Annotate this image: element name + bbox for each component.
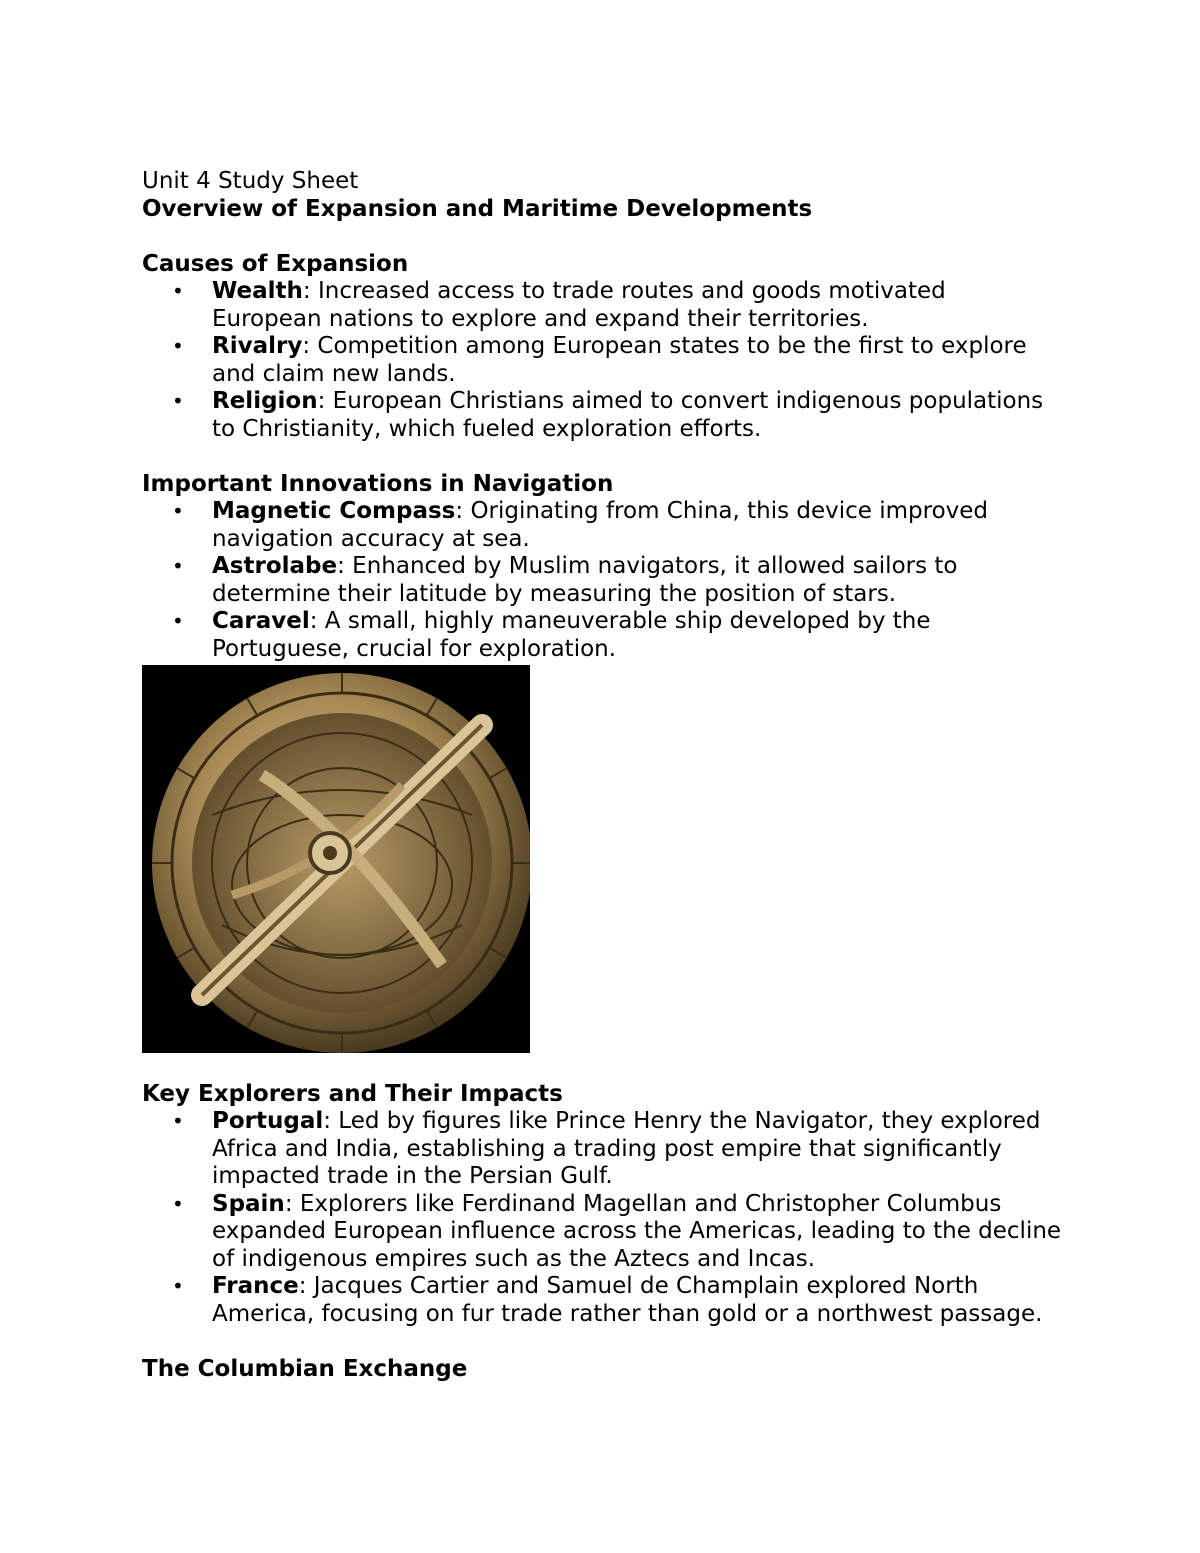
item-term: Rivalry bbox=[212, 333, 303, 359]
item-text: : Increased access to trade routes and goods motivated European nations to explore and expand their territories. bbox=[212, 278, 946, 332]
explorers-list bbox=[142, 1108, 1062, 1328]
section-spacer bbox=[142, 1053, 1062, 1081]
bullet-icon: • bbox=[172, 389, 184, 413]
bullet-icon: • bbox=[172, 334, 184, 358]
bullet-icon: • bbox=[172, 1109, 184, 1133]
item-text: : Explorers like Ferdinand Magellan and Christopher Columbus expanded European influence across the Americas, leading to the decline of indigenous empires such as the Aztecs and Incas. bbox=[212, 1190, 1062, 1272]
list-item bbox=[142, 1108, 1062, 1191]
bullet-icon: • bbox=[172, 554, 184, 578]
section-spacer bbox=[142, 1328, 1062, 1356]
item-text: : Enhanced by Muslim navigators, it allowed sailors to determine their latitude by measuring the position of stars. bbox=[212, 553, 958, 607]
innovations-list bbox=[142, 498, 1062, 663]
item-text: : Jacques Cartier and Samuel de Champlain explored North America, focusing on fur trade rather than gold or a northwest passage. bbox=[212, 1273, 1043, 1327]
astrolabe-photo bbox=[142, 665, 530, 1053]
astrolabe-icon bbox=[142, 665, 530, 1053]
bullet-icon: • bbox=[172, 1274, 184, 1298]
item-text: : Competition among European states to be the first to explore and claim new lands. bbox=[212, 333, 1027, 387]
section-heading-causes: Causes of Expansion bbox=[142, 250, 409, 277]
item-text: : European Christians aimed to convert indigenous populations to Christianity, which fueled exploration efforts. bbox=[212, 388, 1044, 442]
bullet-icon: • bbox=[172, 499, 184, 523]
bullet-icon: • bbox=[172, 609, 184, 633]
section-heading-innovations: Important Innovations in Navigation bbox=[142, 470, 614, 497]
document-subtitle: Overview of Expansion and Maritime Developments bbox=[142, 195, 813, 222]
section-spacer bbox=[142, 443, 1062, 471]
item-text: : A small, highly maneuverable ship developed by the Portuguese, crucial for exploration. bbox=[212, 608, 931, 662]
causes-list bbox=[142, 278, 1062, 443]
section-heading-explorers: Key Explorers and Their Impacts bbox=[142, 1080, 563, 1107]
item-term: Religion bbox=[212, 388, 318, 414]
item-text: : Originating from China, this device improved navigation accuracy at sea. bbox=[212, 498, 989, 552]
list-item bbox=[142, 1191, 1062, 1274]
list-item bbox=[142, 1273, 1062, 1328]
bullet-icon: • bbox=[172, 1191, 184, 1216]
document-page bbox=[142, 168, 1062, 1383]
list-item bbox=[142, 333, 1062, 388]
item-term: Caravel bbox=[212, 608, 310, 634]
item-term: Portugal bbox=[212, 1108, 324, 1134]
list-item bbox=[142, 388, 1062, 443]
item-term: Astrolabe bbox=[212, 553, 338, 579]
item-term: Magnetic Compass bbox=[212, 498, 456, 524]
item-text: : Led by figures like Prince Henry the Navigator, they explored Africa and India, establishing a trading post empire that significantly impacted trade in the Persian Gulf. bbox=[212, 1108, 1041, 1189]
list-item bbox=[142, 553, 1062, 608]
list-item bbox=[142, 278, 1062, 333]
document-title: Unit 4 Study Sheet bbox=[142, 168, 359, 194]
list-item bbox=[142, 498, 1062, 553]
section-heading-columbian-exchange: The Columbian Exchange bbox=[142, 1355, 468, 1382]
list-item bbox=[142, 608, 1062, 663]
item-term: Wealth bbox=[212, 278, 303, 304]
bullet-icon: • bbox=[172, 279, 184, 303]
item-term: Spain bbox=[212, 1190, 285, 1217]
item-term: France bbox=[212, 1273, 299, 1299]
